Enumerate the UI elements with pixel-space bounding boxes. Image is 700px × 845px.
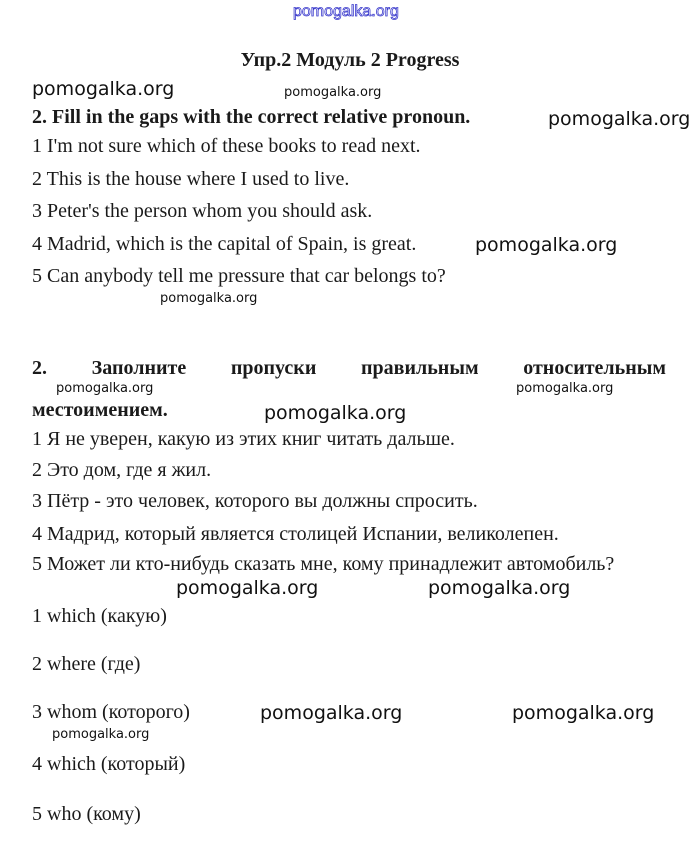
watermark: pomogalka.org (475, 234, 618, 256)
answer: 3 whom (которого) (32, 701, 190, 723)
watermark: pomogalka.org (52, 727, 150, 742)
russian-sentence: 5 Может ли кто-нибудь сказать мне, кому принадлежит автомобиль? (32, 553, 615, 575)
watermark: pomogalka.org (548, 108, 691, 130)
answer: 2 where (где) (32, 653, 141, 675)
watermark: pomogalka.org (160, 291, 258, 306)
instruction-word: пропуски (230, 357, 317, 379)
page-title: Упр.2 Модуль 2 Progress (240, 49, 460, 71)
watermark: pomogalka.org (32, 78, 175, 100)
russian-sentence: 4 Мадрид, который является столицей Испании, великолепен. (32, 523, 559, 545)
answer: 1 which (какую) (32, 605, 167, 627)
instruction-word: относительным (523, 357, 666, 379)
english-instruction: 2. Fill in the gaps with the correct relative pronoun. (32, 106, 471, 128)
answer: 5 who (кому) (32, 803, 141, 825)
english-sentence: 3 Peter's the person whom you should ask. (32, 200, 373, 222)
english-sentence: 4 Madrid, which is the capital of Spain, is great. (32, 233, 417, 255)
watermark: pomogalka.org (428, 577, 571, 599)
watermark: pomogalka.org (284, 85, 382, 100)
russian-sentence: 2 Это дом, где я жил. (32, 459, 212, 481)
instruction-word: Заполните (91, 357, 187, 379)
watermark: pomogalka.org (512, 702, 655, 724)
watermark: pomogalka.org (260, 702, 403, 724)
instruction-word: правильным (361, 357, 479, 379)
russian-sentence: 1 Я не уверен, какую из этих книг читать дальше. (32, 428, 455, 450)
english-sentence: 2 This is the house where I used to live. (32, 168, 350, 190)
russian-sentence: 3 Пётр - это человек, которого вы должны спросить. (32, 490, 478, 512)
watermark: pomogalka.org (264, 402, 407, 424)
instruction-word: 2. (32, 357, 47, 379)
watermark: pomogalka.org (293, 3, 399, 20)
english-sentence: 1 I'm not sure which of these books to read next. (32, 135, 421, 157)
russian-instruction (32, 356, 666, 380)
russian-instruction-end: местоимением. (32, 399, 168, 421)
watermark: pomogalka.org (176, 577, 319, 599)
watermark: pomogalka.org (56, 381, 154, 396)
answer: 4 which (который) (32, 753, 186, 775)
watermark: pomogalka.org (516, 381, 614, 396)
english-sentence: 5 Can anybody tell me pressure that car belongs to? (32, 265, 446, 287)
